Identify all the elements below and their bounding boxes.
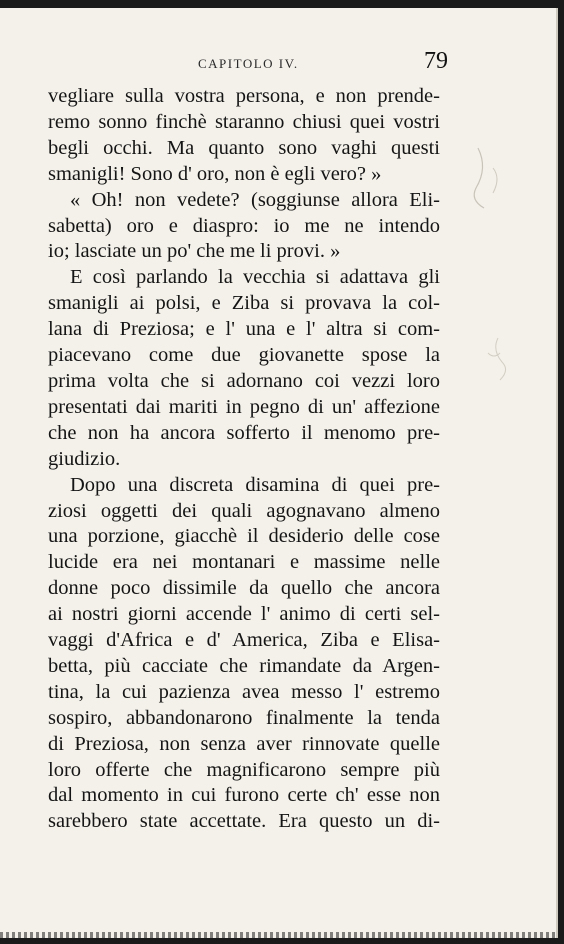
text-line: smanigli! Sono d' oro, non è egli vero? »: [48, 162, 382, 185]
text-line: una porzione, giacchè il desiderio delle cose: [48, 525, 440, 548]
text-line: presentati dai mariti in pegno di un' affezione: [48, 395, 440, 418]
text-line: dal momento in cui furono certe ch' esse non: [48, 784, 440, 807]
text-line: Dopo una discreta disamina di quei pre-: [70, 473, 440, 496]
body-text: [48, 84, 440, 835]
text-line: io; lasciate un po' che me li provi. »: [48, 240, 341, 263]
text-line: ziosi oggetti dei quali agognavano almeno: [48, 499, 440, 522]
text-line: lana di Preziosa; e l' una e l' altra si com-: [48, 318, 440, 341]
text-line: donne poco dissimile da quello che ancora: [48, 577, 440, 600]
text-line: betta, più cacciate che rimandate da Argen-: [48, 654, 440, 677]
text-line: piacevano come due giovanette spose la: [48, 344, 440, 367]
text-line: lucide era nei montanari e massime nelle: [48, 551, 440, 574]
text-line: sabetta) oro e diaspro: io me ne intendo: [48, 214, 440, 237]
text-line: ai nostri giorni accende l' animo di certi sel-: [48, 603, 440, 626]
paragraph: [48, 473, 440, 836]
text-line: remo sonno finchè staranno chiusi quei vostri: [48, 110, 440, 133]
text-line: giudizio.: [48, 447, 121, 470]
text-line: « Oh! non vedete? (soggiunse allora Eli-: [70, 188, 440, 211]
paragraph: [48, 265, 440, 472]
text-line: E così parlando la vecchia si adattava gli: [70, 266, 440, 289]
text-line: smanigli ai polsi, e Ziba si provava la col-: [48, 292, 440, 315]
text-line: begli occhi. Ma quanto sono vaghi questi: [48, 136, 440, 159]
text-line: vegliare sulla vostra persona, e non prende-: [48, 85, 440, 107]
paragraph: [48, 188, 440, 266]
text-line: sarebbero state accettate. Era questo un di-: [48, 810, 440, 833]
text-line: vaggi d'Africa e d' America, Ziba e Elisa-: [48, 629, 440, 652]
book-page: [0, 8, 558, 938]
text-line: di Preziosa, non senza aver rinnovate quelle: [48, 732, 440, 755]
paragraph: [48, 84, 440, 188]
text-line: tina, la cui pazienza avea messo l' estremo: [48, 680, 440, 703]
page-header: [48, 48, 448, 88]
page-number: 79: [424, 48, 448, 74]
text-line: loro offerte che magnificarono sempre più: [48, 758, 440, 781]
text-line: sospiro, abbandonarono finalmente la tenda: [48, 706, 440, 729]
running-head: CAPITOLO IV.: [198, 56, 299, 71]
text-line: che non ha ancora sofferto il menomo pre-: [48, 421, 440, 444]
pencil-marks-icon: [458, 138, 528, 398]
text-line: prima volta che si adornano coi vezzi loro: [48, 369, 440, 392]
